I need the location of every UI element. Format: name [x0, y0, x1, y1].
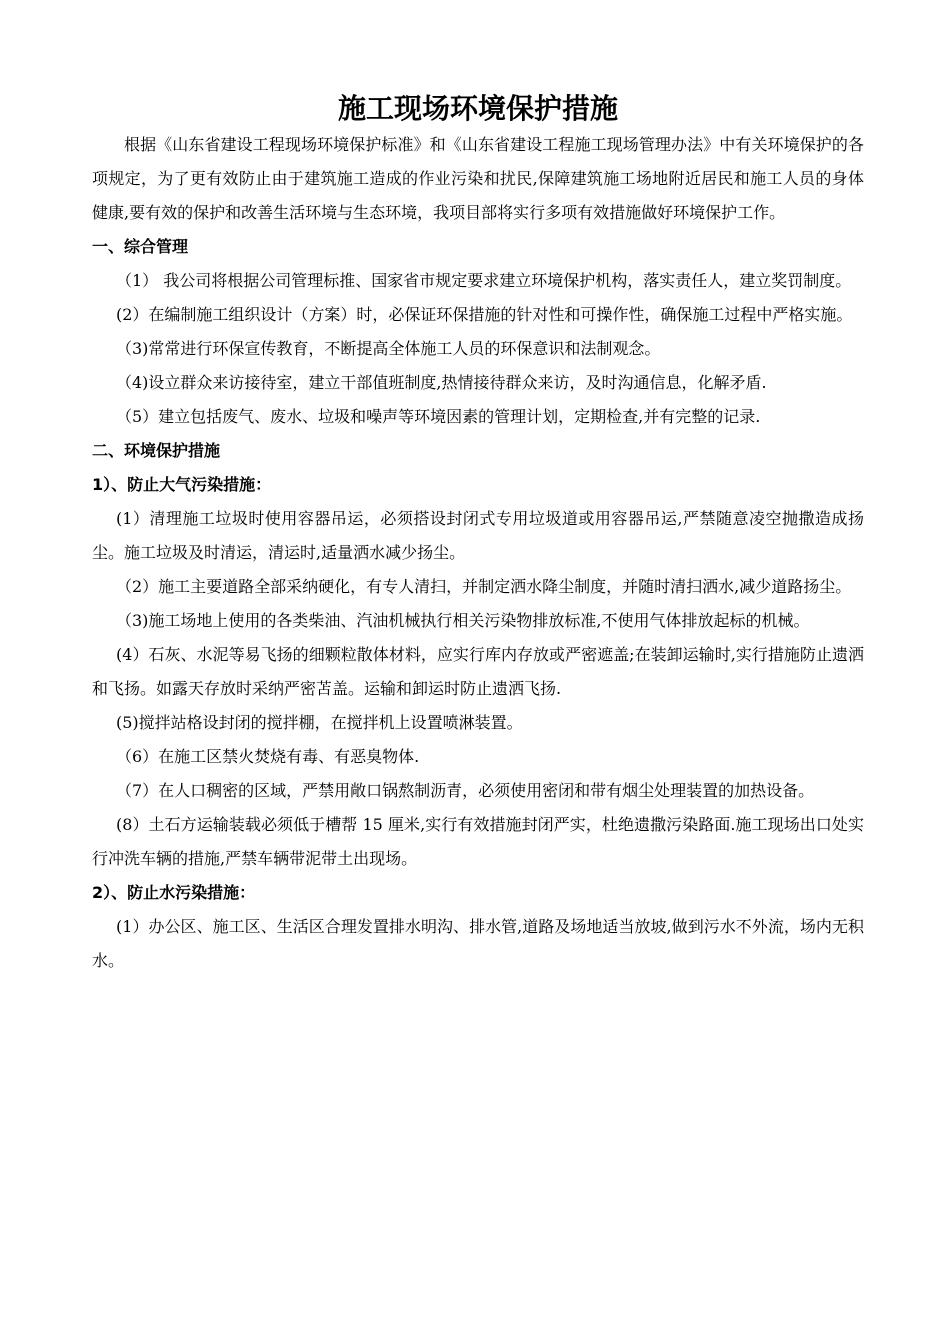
subsection-heading-water-pollution: 2）、防止水污染措施：: [92, 883, 256, 902]
list-item: (1）办公区、施工区、生活区合理发置排水明沟、排水管,道路及场地适当放坡,做到污水不外流，场内无积水。: [92, 917, 864, 970]
section-heading-environmental-measures: 二、环境保护措施: [92, 441, 221, 460]
list-item: （6）在施工区禁火焚烧有毒、有恶臭物体.: [116, 747, 420, 766]
list-item: (4）石灰、水泥等易飞扬的细颗粒散体材料，应实行库内存放或严密遮盖;在装卸运输时,实行措施防止遗洒和飞扬。如露天存放时采纳严密苫盖。运输和卸运时防止遗洒飞扬.: [92, 645, 864, 698]
list-item: (5)搅拌站格设封闭的搅拌棚，在搅拌机上设置喷淋装置。: [116, 713, 523, 732]
subsection-heading-air-pollution: 1）、防止大气污染措施：: [92, 475, 272, 494]
document-page: [92, 90, 864, 978]
list-item: （3)施工场地上使用的各类柴油、汽油机械执行相关污染物排放标准,不使用气体排放起标的机械。: [116, 611, 810, 630]
section-heading-general-management: 一、综合管理: [92, 237, 189, 256]
list-item: (8）土石方运输装载必须低于槽帮 15 厘米,实行有效措施封闭严实，杜绝遗撒污染路面.施工现场出口处实行冲洗车辆的措施,严禁车辆带泥带土出现场。: [92, 815, 864, 868]
list-item: （4)设立群众来访接待室，建立干部值班制度,热情接待群众来访，及时沟通信息，化解矛盾.: [116, 373, 767, 392]
list-item: （2）施工主要道路全部采纳硬化，有专人清扫，并制定洒水降尘制度，并随时清扫洒水,减少道路扬尘。: [116, 577, 852, 596]
list-item: （7）在人口稠密的区域，严禁用敞口锅熬制沥青，必须使用密闭和带有烟尘处理装置的加热设备。: [116, 781, 815, 800]
list-item: (2）在编制施工组织设计（方案）时，必保证环保措施的针对性和可操作性，确保施工过程中严格实施。: [116, 305, 853, 324]
list-item: （5）建立包括废气、废水、垃圾和噪声等环境因素的管理计划，定期检查,并有完整的记录.: [116, 407, 761, 426]
list-item: （3)常常进行环保宣传教育，不断提高全体施工人员的环保意识和法制观念。: [116, 339, 661, 358]
intro-paragraph: 根据《山东省建设工程现场环境保护标准》和《山东省建设工程施工现场管理办法》中有关环境保护的各项规定，为了更有效防止由于建筑施工造成的作业污染和扰民,保障建筑施工场地附近居民和施工人员的身体健康,要有效的保护和改善生活环境与生态环境，我项目部将实行多项有效措施做好环境保护工作。: [92, 135, 864, 222]
document-title: 施工现场环境保护措施: [337, 92, 618, 125]
list-item: (1）清理施工垃圾时使用容器吊运，必须搭设封闭式专用垃圾道或用容器吊运,严禁随意凌空抛撒造成扬尘。施工垃圾及时清运，清运时,适量洒水减少扬尘。: [92, 509, 864, 562]
list-item: （1） 我公司将根据公司管理标推、国家省市规定要求建立环境保护机构，落实责任人，建立奖罚制度。: [116, 271, 852, 290]
